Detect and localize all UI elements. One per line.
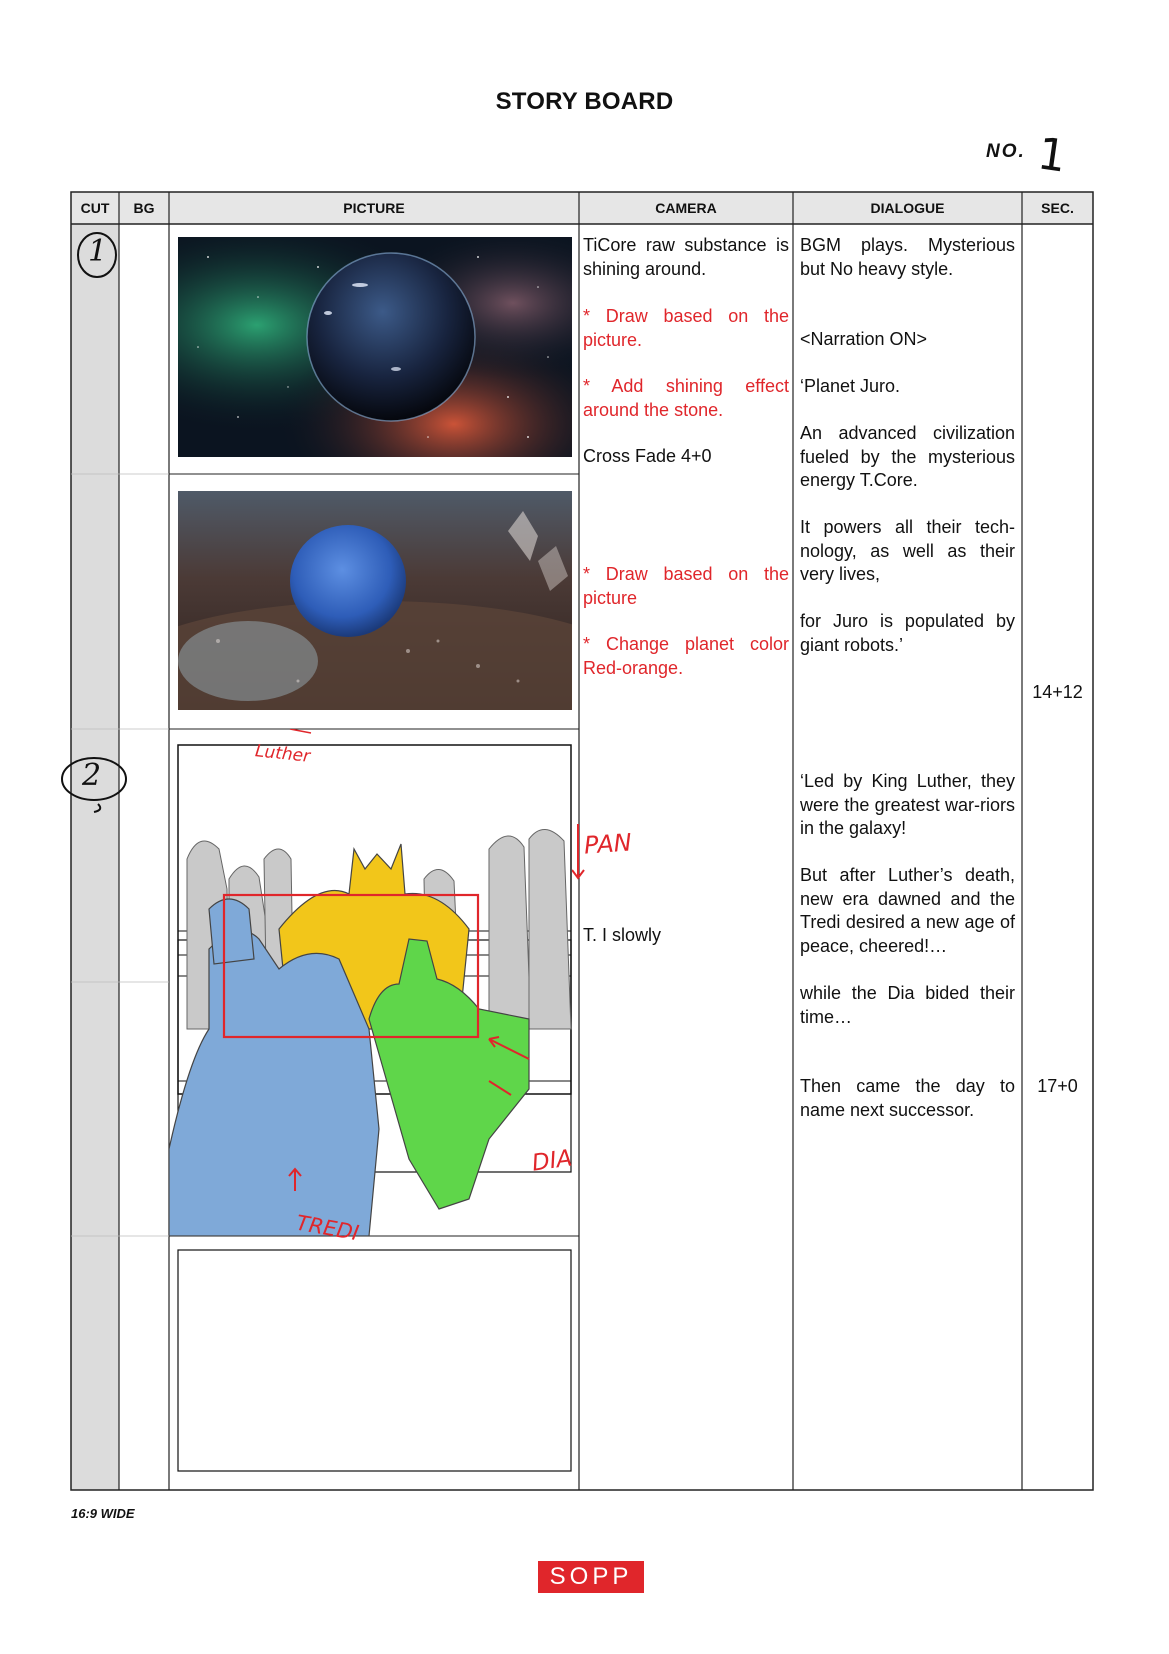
cut-1-camera-note-2: * Add shining effect around the stone. (583, 376, 789, 420)
column-header-dialogue: DIALOGUE (870, 200, 945, 216)
cut-2-dialogue-line-2: But after Luther’s death, new era dawned and the Tredi desired a new age of peace, cheered!… (800, 865, 1015, 956)
cut-1-dialogue-line-2: An advanced civilization fueled by the mysterious energy T.Core. (800, 423, 1015, 490)
cut-1-dialogue-narration: <Narration ON> (800, 329, 928, 349)
cut-1-camera-main: TiCore raw substance is shining around. (583, 235, 789, 279)
cut-1-camera-note-3: * Draw based on the picture (583, 564, 789, 608)
format-label: 16:9 WIDE (71, 1506, 135, 1521)
planet-reference-image (178, 237, 572, 457)
cut-2-dialogue-line-4: Then came the day to name next successor. (800, 1076, 1015, 1120)
sheet-number-label: NO. (986, 141, 1026, 162)
cut-1-number: 1 (88, 234, 108, 269)
page-title: STORY BOARD (495, 88, 674, 115)
cut-1-camera-note-1: * Draw based on the picture. (583, 306, 789, 350)
column-header-cut: CUT (80, 200, 110, 216)
cut-1-dialogue-bgm: BGM plays. Mysterious but No heavy style. (800, 235, 1015, 279)
column-header-picture: PICTURE (343, 200, 405, 216)
cut-column-fill (71, 224, 119, 1490)
column-header-bg: BG (133, 200, 155, 216)
cut-1-camera-transition: Cross Fade 4+0 (583, 446, 712, 466)
cut-2-number: 2 (82, 758, 102, 793)
cut-1-dialogue-line-4: for Juro is populated by giant robots.’ (800, 611, 1015, 655)
cut-2-camera-main: T. I slowly (583, 925, 662, 945)
cut-1-camera-note-4: * Change planet color Red-orange. (583, 634, 789, 678)
sheet-number-value: 1 (1034, 128, 1070, 183)
column-header-sec: SEC. (1041, 200, 1074, 216)
cut-2-dialogue-line-1: ‘Led by King Luther, they were the greatest war-riors in the galaxy! (800, 771, 1015, 838)
cut-2-dialogue-line-3: while the Dia bided their time… (800, 983, 1015, 1027)
empty-frame (169, 1236, 579, 1490)
sketch-label-dia: DIA (530, 1145, 574, 1177)
column-header-camera: CAMERA (655, 200, 717, 216)
sopp-logo: SOPP (538, 1561, 644, 1593)
cut-2-sketch (169, 729, 579, 1236)
cut-2-seconds: 17+0 (1037, 1076, 1078, 1096)
cut-1-dialogue-line-3: It powers all their tech-nology, as well as their very lives, (800, 517, 1015, 584)
stone-reference-image (178, 491, 572, 710)
sketch-label-luther: Luther (254, 741, 312, 767)
cut-1-seconds: 14+12 (1032, 682, 1083, 702)
sketch-label-pan: PAN (583, 828, 633, 860)
sketch-label-tredi: TREDI (294, 1210, 361, 1246)
cut-1-dialogue-line-1: ‘Planet Juro. (800, 376, 901, 396)
